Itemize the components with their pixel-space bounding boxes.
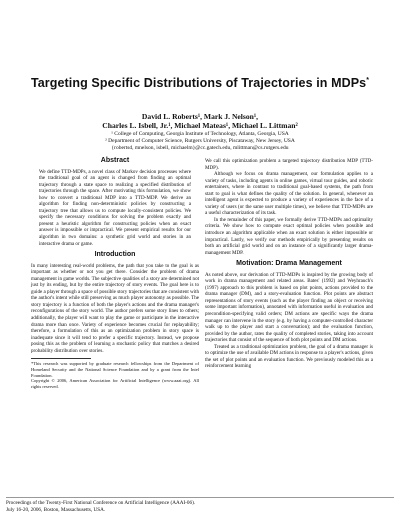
author-emails: {robertsd, mnelson, isbell, michaelm}@cc.gatech.edu, mlittman@cs.rutgers.edu [111,144,289,151]
proceedings-line-1: Proceedings of the Twenty-First National Conference on Artificial Intelligence (AAAI-06). [6,500,196,506]
footnote [31,361,199,389]
paper-title [20,76,380,90]
abstract [31,169,199,248]
paragraph-ttd-mdp: We call this optimization problem a targeted trajectory distribution MDP (TTD-MDP). [205,158,373,171]
abstract-text: We define TTD-MDPs, a novel class of Markov decision processes where the traditional goal of an agent is changed from finding an optimal trajectory through a state space to realizing a specified distribution of trajectories through the space. After motivating this formulation, we show how to convert a traditional MDP into a TTD-MDP. We derive an algorithm for finding non-deterministic policies by constructing a trajectory tree that allows us to compute locally-consistent policies. We specify the necessary conditions for solving the problem exactly and present a heuristic algorithm for constructing policies when an exact answer is impossible or impractical. We present empirical results for our algorithm in two domains: a synthetic grid world and stories in an interactive drama or game. [39,168,191,247]
footnote-copyright: Copyright © 2006, American Association for Artificial Intelligence (www.aaai.org). All rights reserved. [31,378,199,389]
affiliation-line-1: ¹ College of Computing, Georgia Institute of Technology, Atlanta, Georgia, USA [111,131,289,137]
affiliation-line-2: ² Department of Computer Science, Rutgers University, Piscataway, New Jersey, USA [105,137,295,144]
proceedings-footer [6,497,394,513]
left-column [31,158,199,389]
paragraph-optimization: Treated as a traditional optimization problem, the goal of a drama manager is to optimize the use of available DM actions in response to a player's actions, given the set of plot points and an evaluation function. We previously modeled this as a reinforcement learning [205,343,373,370]
right-column [205,158,373,370]
motivation-heading: Motivation: Drama Management [236,260,342,268]
paragraph-outline: In the remainder of this paper, we formally derive TTD-MDPs and optimality criteria. We show how to compute exact optimal policies when possible and introduce an algorithm applicable when an exact solution is either impossible or impractical. Lastly, we verify our methods empirically by presenting results on both an artificial grid world and on an instance of a significantly larger drama-management MDP. [205,216,373,256]
title-text: Targeting Specific Distributions of Trajectories in MDPs [30,76,367,90]
footnote-funding: *This research was supported by graduate research fellowships from the Department of Homeland Security and the National Science Foundation and by a grant from the Intel Foundation. [31,361,199,378]
title-footnote-mark: * [366,76,370,84]
footnote-divider [31,358,91,359]
affiliations [20,131,380,152]
author-line-2: Charles L. Isbell, Jr.¹, Michael Mateas¹, Michael L. Littman² [102,121,298,130]
introduction-paragraph: In many interesting real-world problems, the path that you take to the goal is as important as whether or not you get there. Consider the problem of drama management in game worlds. The subjective qualities of a story are determined not just by its ending, but by the entire trajectory of story events. The goal here is to guide a player through a space of possible story trajectories that are consistent with the author's intent while still preserving as much player autonomy as possible. The story trajectory is a function of both the player's actions and the drama manager's reconfigurations of the story world. The author prefers some story lines to others; additionally, the player will want to play the game or participate in the interactive drama more than once. Variety of experience becomes crucial for replayability; therefore, a formulation of this as an optimization problem in story space is inadequate since it will tend to prefer a specific trajectory. Instead, we propose posing this as the problem of learning a stochastic policy that matches a desired probability distribution over stories. [31,262,199,354]
abstract-heading: Abstract [100,157,130,164]
author-line-1: David L. Roberts¹, Mark J. Nelson¹, [141,112,259,121]
paragraph-drama-management: As noted above, our derivation of TTD-MDPs is inspired by the growing body of work in drama management and related areas. Bates' (1992) and Weyhrauch's (1997) approach to this problem is based on plot points, actions provided to the drama manager (DM), and a story-evaluation function. Plot points are abstract representations of story events (such as the player finding an object or receiving some important information), annotated with information useful in evaluation and precondition-specifying valid orders; DM actions are specific ways the drama manager can intervene in the story (e.g. by having a computer-controlled character walk up to the player and start a conversation); and the evaluation function, provided by the author, rates the quality of completed stories, taking into account trajectories that consist of the sequence of both plot points and DM actions. [205,271,373,344]
paragraph-applications: Although we focus on drama management, our formulation applies to a variety of tasks, including agents in online games, virtual tour guides, and robotic entertainers, where in contrast to traditional goal-based systems, the path from start to goal is what defines the quality of the solution. In general, whenever an intelligent agent is expected to produce a variety of experiences in the face of a variety of users (or the same user multiple times), we believe that TTD-MDPs are a useful characterization of its task. [205,171,373,217]
proceedings-line-2: July 16-20, 2006, Boston, Massachusetts, USA. [6,506,106,513]
introduction-heading: Introduction [94,251,136,259]
author-list [20,112,380,130]
